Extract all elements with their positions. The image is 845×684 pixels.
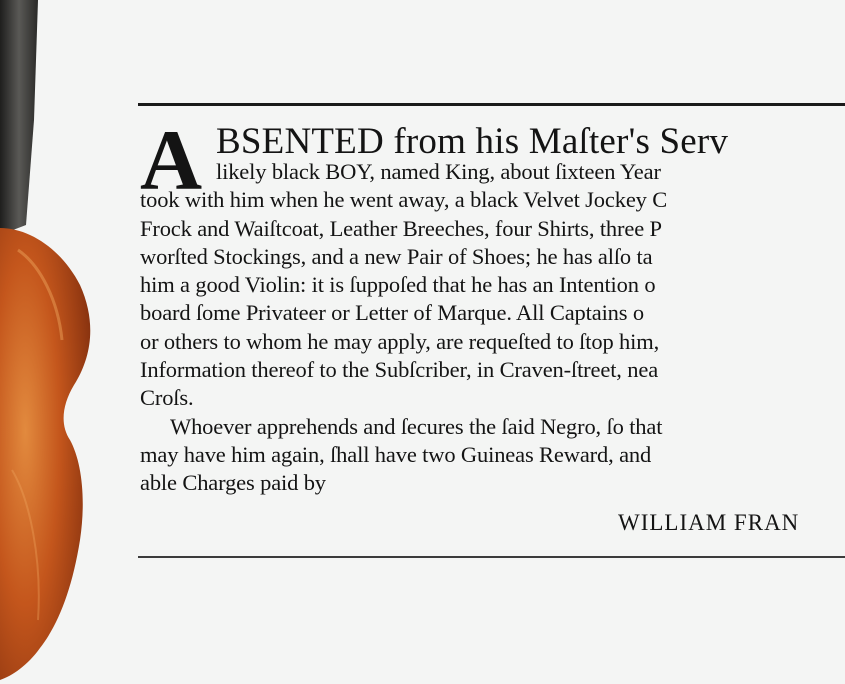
bottom-rule (138, 556, 845, 558)
ad-line: Croſs. (140, 385, 194, 411)
drop-cap: A (140, 112, 203, 208)
reward-line: able Charges paid by (140, 470, 326, 496)
top-rule (138, 103, 845, 106)
ad-line: took with him when he went away, a black Velvet Jockey C (140, 187, 668, 213)
reward-line: Whoever apprehends and ſecures the ſaid Negro, ſo that (170, 413, 663, 439)
ad-line: him a good Violin: it is ſuppoſed that he has an Intention o (140, 272, 656, 298)
violin-illustration (0, 0, 110, 684)
ad-line: board ſome Privateer or Letter of Marque. All Captains o (140, 300, 644, 326)
headline: BSENTED from his Maſter's Serv (216, 121, 729, 162)
ad-line: worſted Stockings, and a new Pair of Shoes; he has alſo ta (140, 243, 653, 269)
ad-line: Frock and Waiſtcoat, Leather Breeches, four Shirts, three P (140, 215, 662, 241)
ad-line: Information thereof to the Subſcriber, in Craven-ſtreet, nea (140, 357, 659, 383)
ad-line: likely black BOY, named King, about ſixteen Year (216, 159, 661, 184)
ad-line: or others to whom he may apply, are requeſted to ſtop him, (140, 328, 660, 354)
reward-line: may have him again, ſhall have two Guineas Reward, and (140, 441, 652, 467)
signature: WILLIAM FRAN (618, 510, 800, 535)
advertisement (140, 112, 845, 535)
